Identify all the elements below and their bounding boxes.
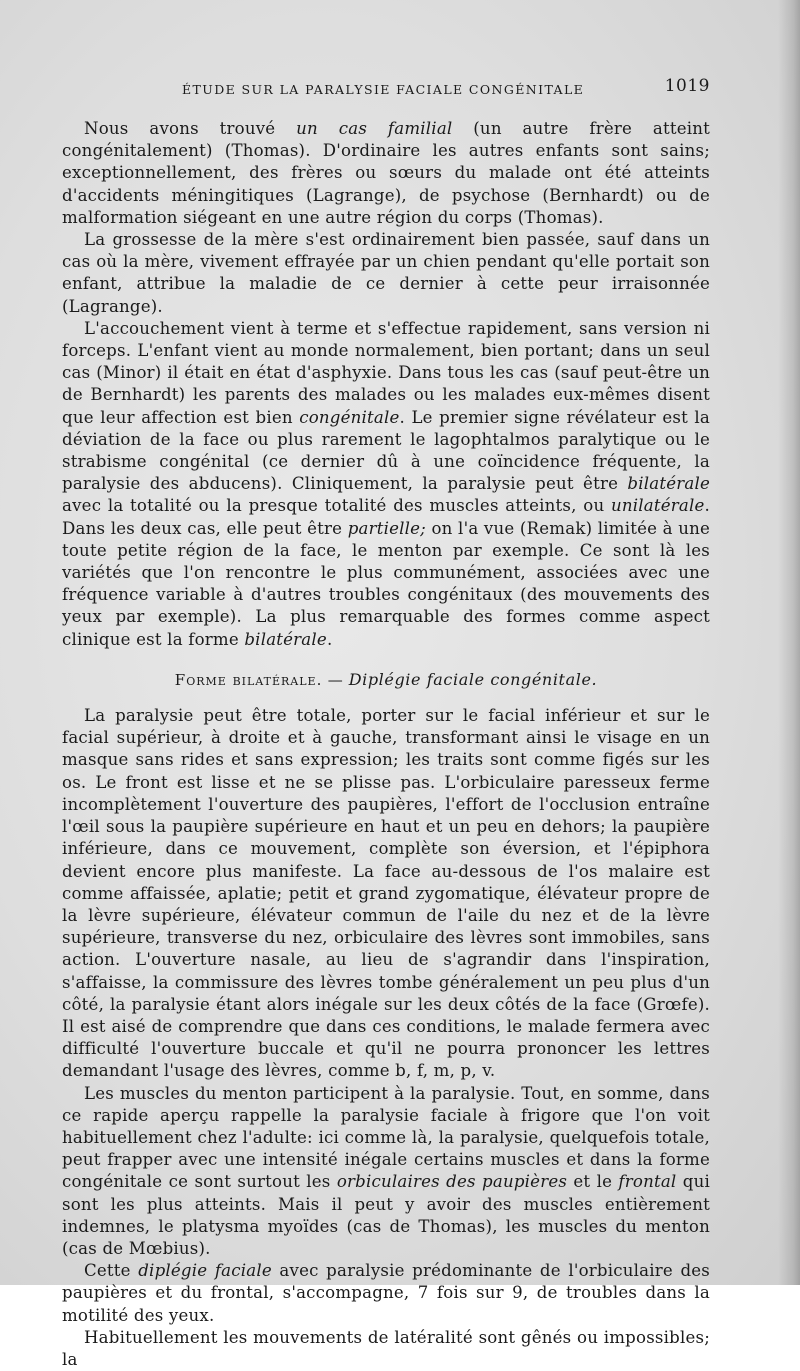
p5-text-c: et le	[567, 1172, 619, 1192]
paragraph-5	[62, 1083, 710, 1261]
body-text	[62, 118, 710, 1371]
p3-text-g: . Dans les deux cas, elle peut être	[62, 496, 710, 538]
p3-italic-unilaterale: unilatérale	[610, 496, 705, 516]
p3-text-e: avec la totalité ou la presque totalité des muscles atteints, ou	[62, 496, 611, 516]
paragraph-1	[62, 118, 710, 229]
p5-italic-frontal: frontal	[618, 1172, 677, 1192]
p3-text-k: .	[326, 629, 333, 649]
p3-italic-bilaterale: bilatérale	[627, 474, 710, 494]
p3-text-i: on l'a vue (Remak) limitée à une toute petite région de la face, le menton par exemple. Ce sont là les variétés que l'on rencontre le plus communément, associées avec une fréquence variable à d'autres troubles congénitaux (des mouvements des yeux par exemple). La plus remarquable des formes comme aspect clinique est la forme	[62, 518, 710, 649]
p3-italic-congenitale: congénitale	[299, 407, 400, 427]
page-number: 1019	[664, 76, 710, 96]
section-heading	[62, 669, 710, 691]
p5-text-a: Les muscles du menton participent à la paralysie. Tout, en somme, dans ce rapide aperçu rappelle la paralysie faciale à frigore que l'on voit habituellement chez l'adulte: ici comme là, la paralysie, quelquefois totale, peut frapper avec une intensité inégale certains muscles et dans la forme congénitale ce sont surtout les	[62, 1083, 710, 1192]
paragraph-3	[62, 318, 710, 651]
p3-italic-partielle: partielle;	[347, 518, 426, 538]
paragraph-4: La paralysie peut être totale, porter sur le facial inférieur et sur le facial supérieur, à droite et à gauche, transformant ainsi le visage en un masque sans rides et sans expression; les traits sont comme figés sur les os. Le front est lisse et ne se plisse pas. L'orbiculaire paresseux ferme incomplètement l'ouverture des paupières, l'effort de l'occlusion entraîne l'œil sous la paupière supérieure en haut et un peu en dehors; la paupière inférieure, dans ce mouvement, complète son éversion, et l'épiphora devient encore plus manifeste. La face au-dessous de l'os malaire est comme affaissée, aplatie; petit et grand zygomatique, élévateur propre de la lèvre supérieure, élévateur commun de l'aile du nez et de la lèvre supérieure, transverse du nez, orbiculaire des lèvres sont immobiles, sans action. L'ouverture nasale, au lieu de s'agrandir dans l'inspiration, s'affaisse, la commissure des lèvres tombe généralement un peu plus d'un côté, la paralysie étant alors inégale sur les deux côtés de la face (Grœfe). Il est aisé de comprendre que dans ces conditions, le malade fermera avec difficulté l'ouverture buccale et qu'il ne pourra prononcer les lettres demandant l'usage des lèvres, comme b, f, m, p, v.	[62, 706, 710, 1081]
p3-text-a: L'accouchement vient à terme et s'effectue rapidement, sans version ni forceps. L'enfant vient au monde normalement, bien portant; dans un seul cas (Minor) il était en état d'asphyxie. Dans tous les cas (sauf peut-être un de Bernhardt) les parents des malades ou les malades eux-mêmes disent que leur affection est bien	[62, 318, 710, 427]
running-head	[62, 72, 710, 102]
p1-text-a: Nous avons trouvé	[84, 119, 297, 138]
p5-italic-orbiculaires: orbiculaires des paupières	[336, 1172, 568, 1192]
paragraph-2: La grossesse de la mère s'est ordinairement bien passée, sauf dans un cas où la mère, vivement effrayée par un chien pendant qu'elle portait son enfant, attribue la maladie de ce dernier à cette peur irraisonnée (Lagrange).	[62, 230, 710, 316]
p1-italic-familial: un cas familial	[296, 119, 453, 138]
p6-text-a: Cette	[84, 1261, 139, 1281]
p5-text-e: qui sont les plus atteints. Mais il peut y avoir des muscles entièrement indemnes, le platysma myoïdes (cas de Thomas), les muscles du menton (cas de Mœbius).	[62, 1172, 710, 1258]
page-spine-shadow	[778, 0, 800, 1285]
page-content	[62, 72, 710, 1371]
p3-text-c: . Le premier signe révélateur est la déviation de la face ou plus rarement le lagophtalmos paralytique ou le strabisme congénital (ce dernier dû à une coïncidence fréquente, la paralysie des abducens). Cliniquement, la paralysie peut être	[62, 407, 710, 494]
p6-italic-diplegie: diplégie faciale	[138, 1261, 272, 1281]
paragraph-7: Habituellement les mouvements de latéralité sont gênés ou impossibles; la	[62, 1327, 710, 1369]
section-dash: —	[322, 670, 349, 689]
p3-italic-bilaterale-2: bilatérale	[244, 629, 327, 649]
p1-text-c: (un autre frère atteint congénitalement) (Thomas). D'ordinaire les autres enfants sont sains; exceptionnellement, des frères ou sœurs du malade ont été atteints d'accidents méningitiques (Lagrange), de psychose (Bernhardt) ou de malformation siégeant en une autre région du corps (Thomas).	[62, 119, 710, 227]
section-label: Forme bilatérale.	[174, 670, 323, 689]
section-subtitle: Diplégie faciale congénitale.	[348, 669, 598, 689]
running-title: ÉTUDE SUR LA PARALYSIE FACIALE CONGÉNITALE	[182, 82, 585, 97]
paragraph-6	[62, 1260, 710, 1327]
p6-text-c: avec paralysie prédominante de l'orbiculaire des paupières et du frontal, s'accompagne, 7 fois sur 9, de troubles dans la motilité des yeux.	[62, 1261, 710, 1325]
